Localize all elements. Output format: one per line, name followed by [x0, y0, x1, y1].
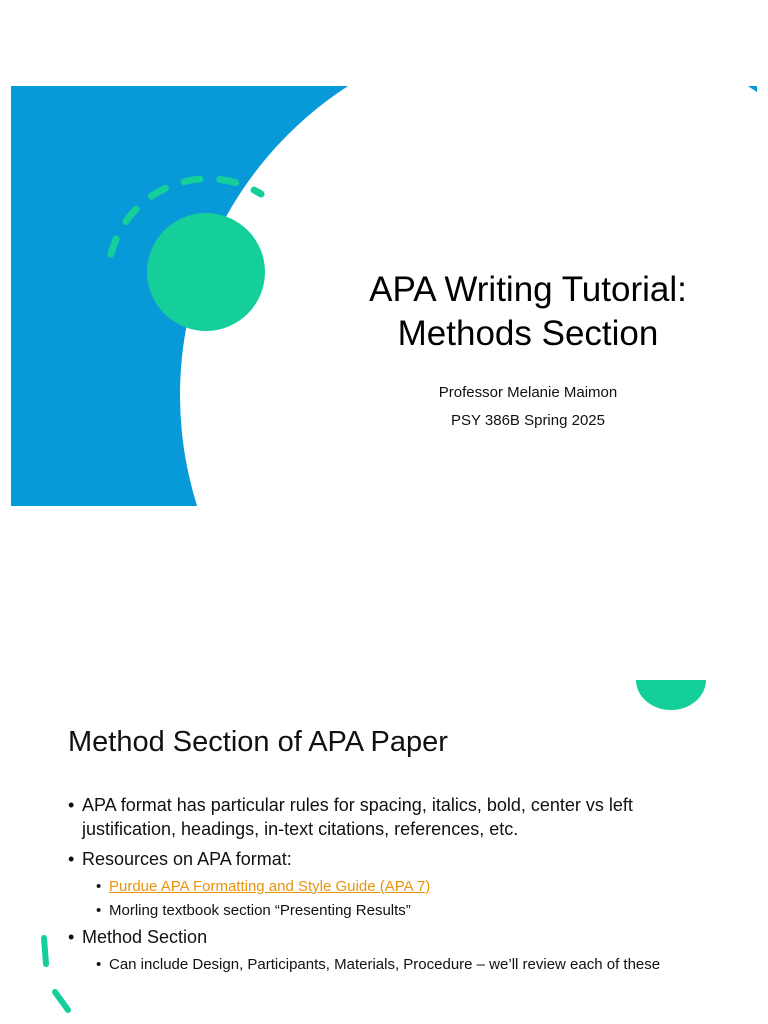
purdue-guide-link[interactable]: Purdue APA Formatting and Style Guide (APA 7) — [109, 878, 431, 895]
bullet-method-section: • Method Section — [68, 925, 708, 949]
title-line-2: Methods Section — [397, 314, 659, 353]
green-circle-decoration — [147, 213, 265, 331]
course-info: PSY 386B Spring 2025 — [450, 412, 605, 429]
green-half-circle-decoration — [636, 680, 706, 710]
sub-bullet-components: • Can include Design, Participants, Materials, Procedure – we’ll review each of these — [96, 955, 708, 975]
slide-subtitle — [380, 379, 676, 435]
title-slide — [0, 86, 768, 506]
slide-heading: Method Section of APA Paper — [68, 726, 448, 758]
title-line-1: APA Writing Tutorial: — [369, 270, 687, 309]
sub-bullet-purdue — [96, 877, 708, 897]
sub-bullet-morling: • Morling textbook section “Presenting Results” — [96, 901, 708, 921]
green-dash-decoration-top — [44, 938, 46, 964]
bullet-apa-rules: • APA format has particular rules for spacing, italics, bold, center vs left justification, headings, in-text citations, references, etc. — [68, 793, 708, 841]
presenter-name: Professor Melanie Maimon — [438, 384, 618, 401]
slide-title — [300, 268, 756, 356]
green-dash-decoration-bottom — [55, 992, 68, 1010]
bullet-list — [68, 793, 708, 979]
bullet-resources: • Resources on APA format: — [68, 847, 708, 871]
content-slide — [0, 660, 768, 1024]
